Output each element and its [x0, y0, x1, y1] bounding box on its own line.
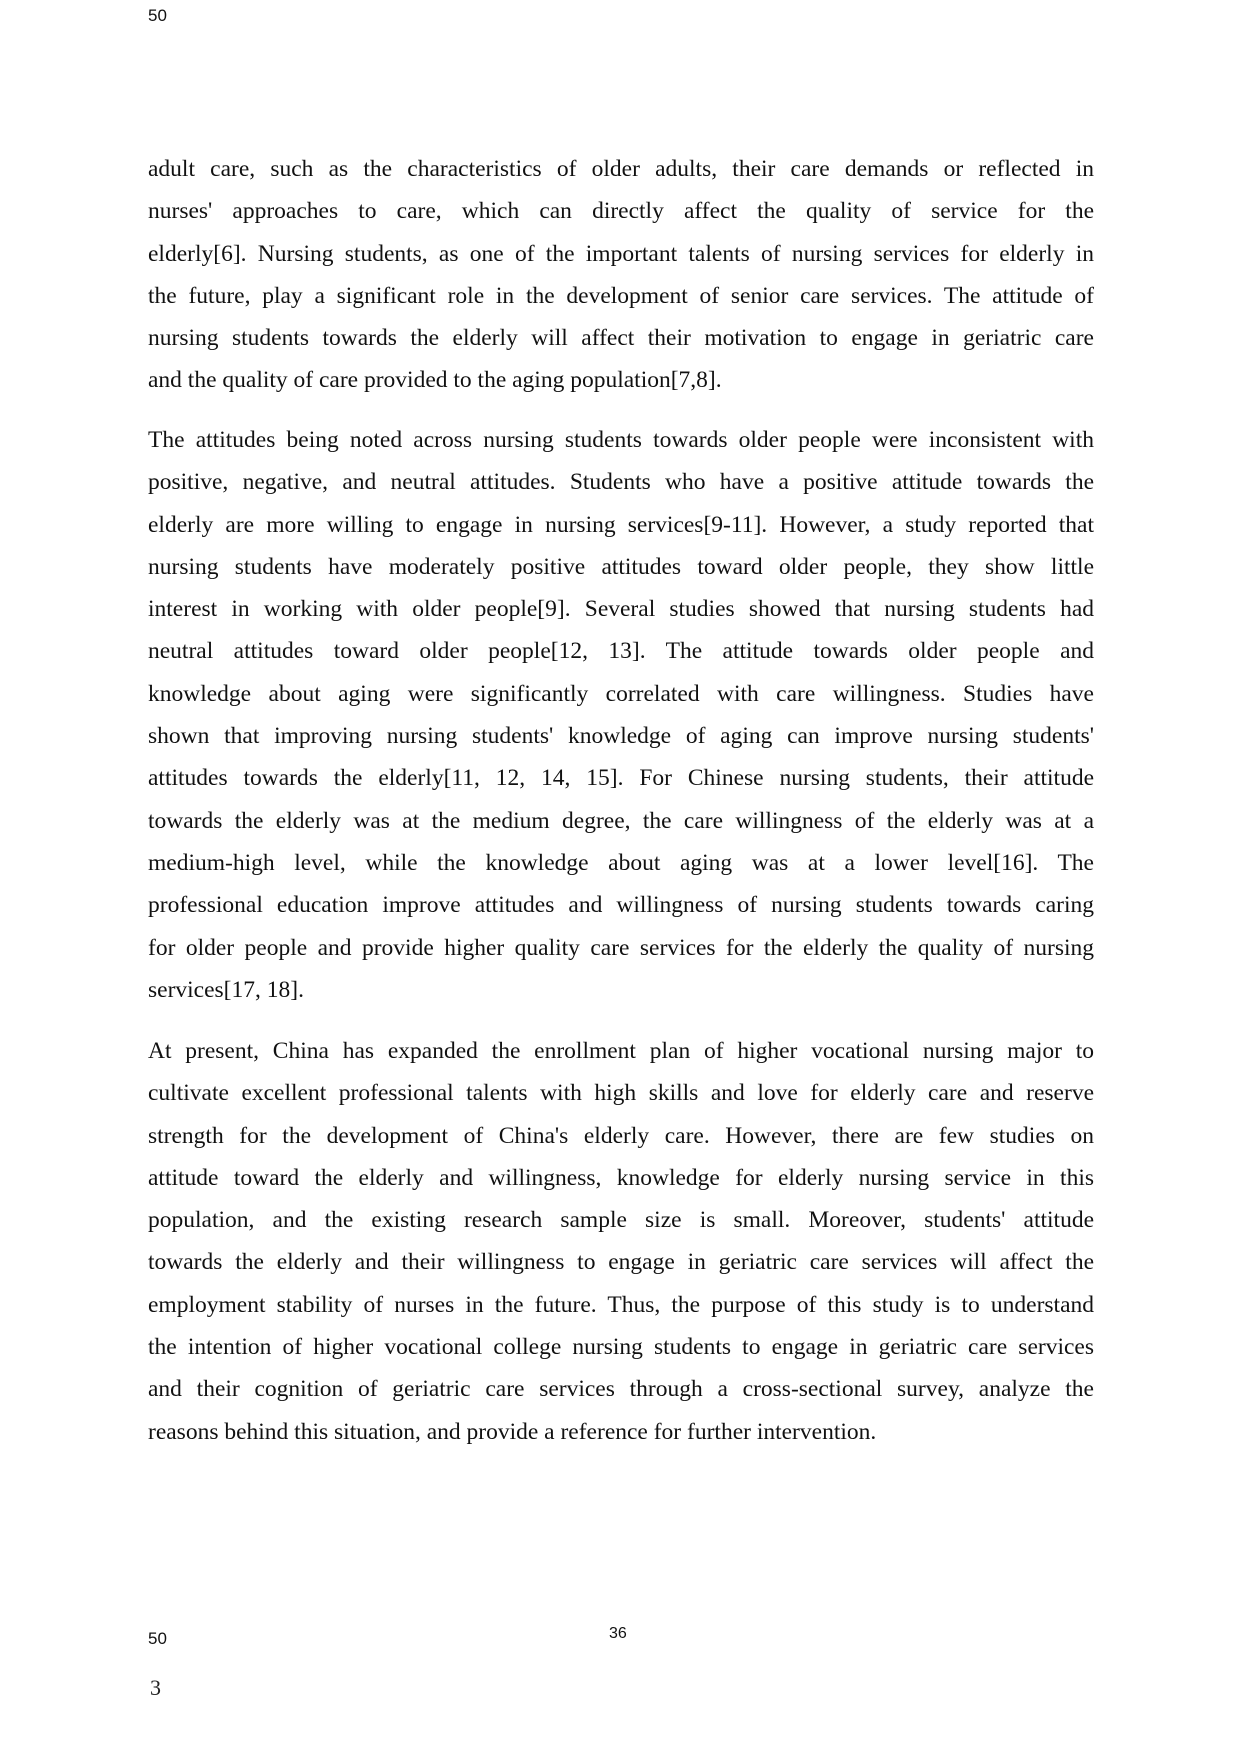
footer-page-number-serif: 3	[150, 1675, 161, 1700]
text-line: medium-high level, while the knowledge about aging was at a lower level[16]. The	[148, 849, 1094, 876]
text-line: services[17, 18].	[148, 976, 304, 1003]
paragraph-1	[148, 148, 1094, 402]
text-line: attitudes towards the elderly[11, 12, 14, 15]. For Chinese nursing students, their attitude	[148, 765, 1094, 792]
text-line: interest in working with older people[9]. Several studies showed that nursing students had	[148, 596, 1094, 623]
text-line: reasons behind this situation, and provide a reference for further intervention.	[148, 1418, 877, 1445]
header-page-number: 50	[148, 6, 167, 25]
text-line: At present, China has expanded the enrollment plan of higher vocational nursing major to	[148, 1038, 1094, 1064]
footer-page-number-left: 50	[148, 1629, 167, 1648]
text-line: cultivate excellent professional talents with high skills and love for elderly care and reserve	[148, 1080, 1094, 1107]
text-line: attitude toward the elderly and willingness, knowledge for elderly nursing service in this	[148, 1164, 1094, 1191]
text-line: and the quality of care provided to the aging population[7,8].	[148, 367, 722, 394]
text-line: professional education improve attitudes and willingness of nursing students towards caring	[148, 892, 1094, 919]
text-line: towards the elderly was at the medium degree, the care willingness of the elderly was at a	[148, 807, 1094, 834]
text-line: neutral attitudes toward older people[12, 13]. The attitude towards older people and	[148, 638, 1094, 665]
text-line: elderly[6]. Nursing students, as one of the important talents of nursing services for elderly in	[148, 240, 1094, 267]
footer-page-number-center: 36	[609, 1625, 627, 1642]
text-line: knowledge about aging were significantly correlated with care willingness. Studies have	[148, 680, 1094, 707]
text-line: population, and the existing research sample size is small. Moreover, students' attitude	[148, 1207, 1094, 1234]
paragraph-3	[148, 1030, 1094, 1453]
text-line: elderly are more willing to engage in nursing services[9-11]. However, a study reported that	[148, 511, 1094, 538]
text-line: nursing students towards the elderly will affect their motivation to engage in geriatric care	[148, 325, 1094, 352]
text-line: the intention of higher vocational college nursing students to engage in geriatric care services	[148, 1334, 1094, 1361]
text-line: nursing students have moderately positive attitudes toward older people, they show little	[148, 553, 1094, 580]
text-line: for older people and provide higher quality care services for the elderly the quality of nursing	[148, 934, 1094, 961]
text-line: the future, play a significant role in the development of senior care services. The attitude of	[148, 282, 1094, 309]
paragraph-2	[148, 419, 1094, 1011]
text-line: adult care, such as the characteristics of older adults, their care demands or reflected in	[148, 156, 1094, 182]
text-line: shown that improving nursing students' knowledge of aging can improve nursing students'	[148, 723, 1094, 750]
text-line: nurses' approaches to care, which can directly affect the quality of service for the	[148, 198, 1094, 225]
text-line: positive, negative, and neutral attitudes. Students who have a positive attitude towards the	[148, 469, 1094, 496]
text-line: The attitudes being noted across nursing students towards older people were inconsistent with	[148, 427, 1094, 453]
text-line: towards the elderly and their willingness to engage in geriatric care services will affect the	[148, 1249, 1094, 1276]
text-line: strength for the development of China's elderly care. However, there are few studies on	[148, 1122, 1094, 1149]
text-line: employment stability of nurses in the future. Thus, the purpose of this study is to understand	[148, 1291, 1094, 1318]
text-line: and their cognition of geriatric care services through a cross-sectional survey, analyze the	[148, 1376, 1094, 1403]
